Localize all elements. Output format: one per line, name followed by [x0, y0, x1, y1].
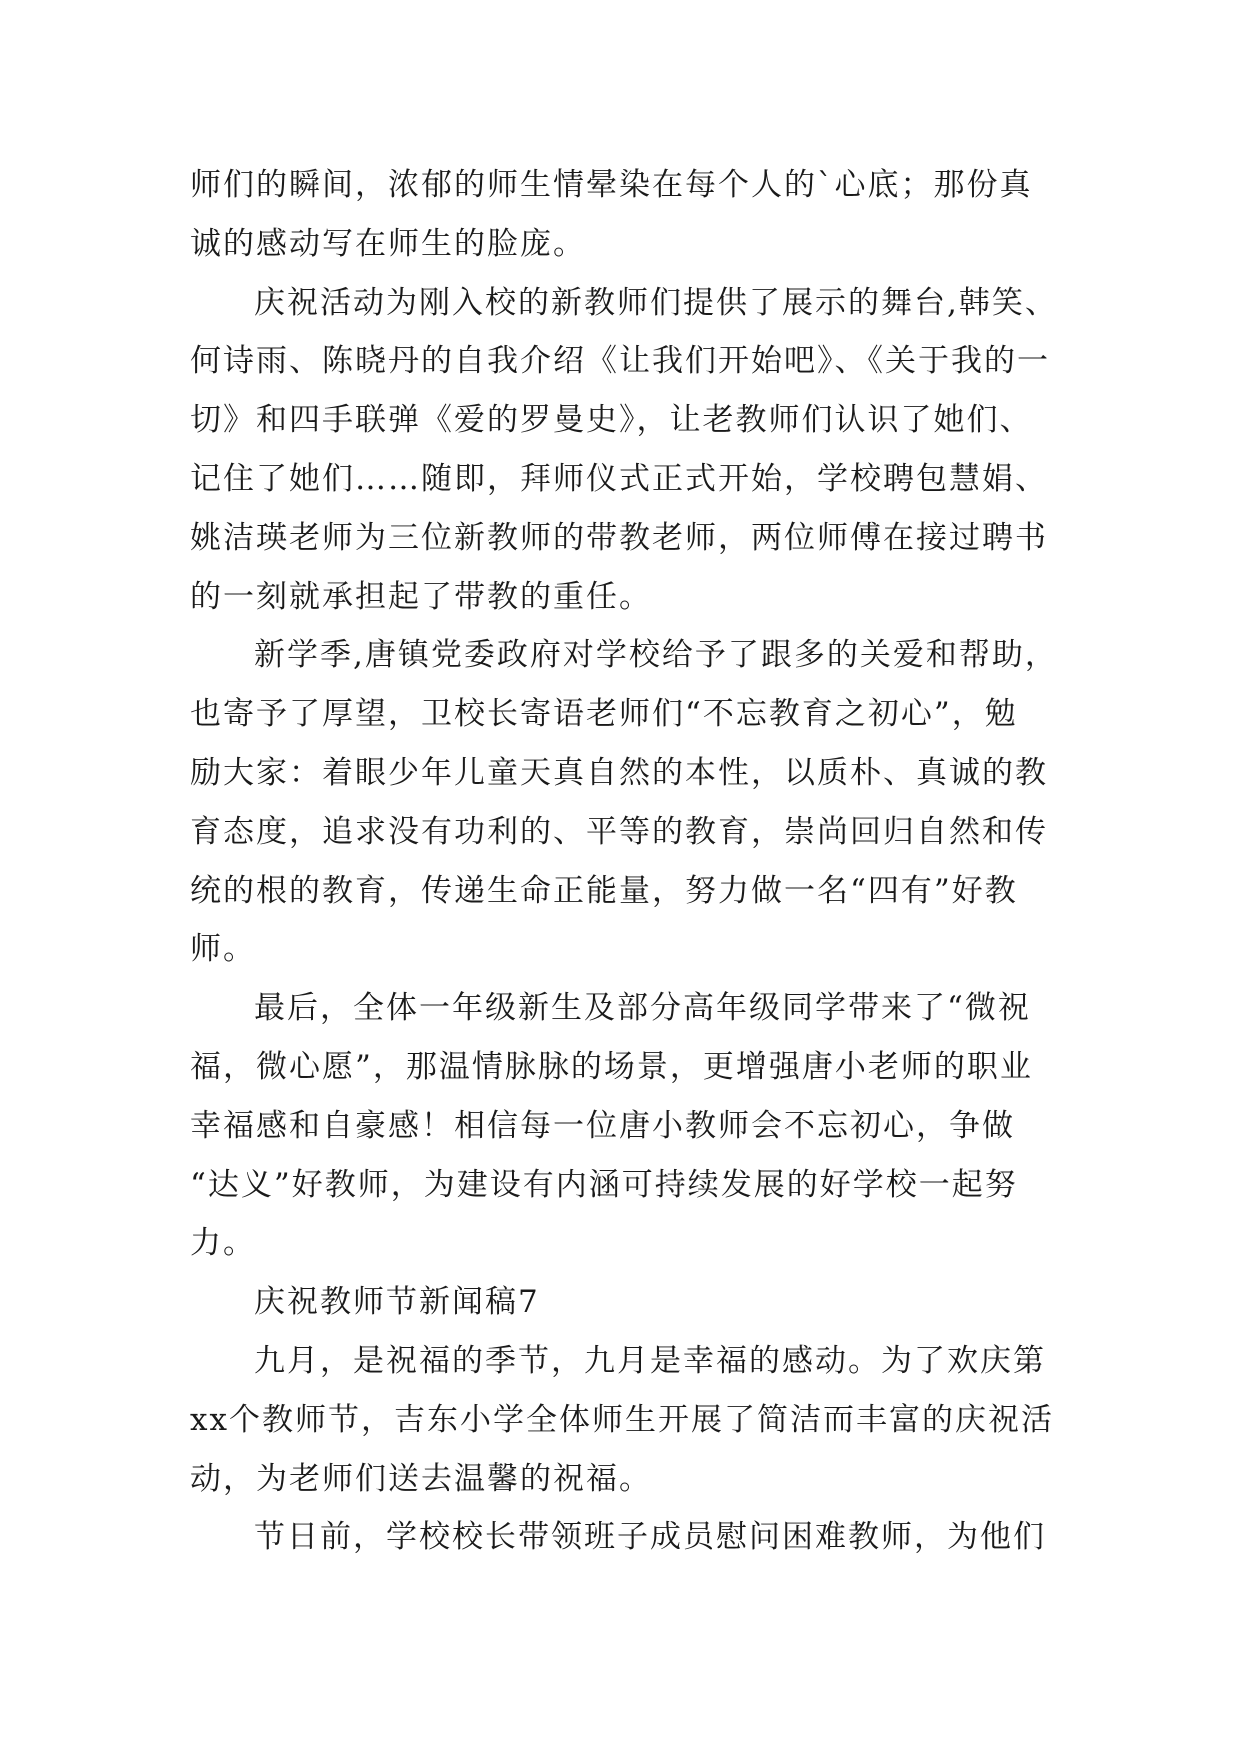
text-line: 节日前，学校校长带领班子成员慰问困难教师，为他们 — [254, 1519, 1046, 1556]
text-line: 统的根的教育，传递生命正能量，努力做一名“四有”好教 — [190, 872, 1018, 909]
text-line: 的一刻就承担起了带教的重任。 — [190, 578, 652, 615]
text-line: 九月，是祝福的季节，九月是幸福的感动。为了欢庆第 — [254, 1342, 1046, 1379]
text-line: 幸福感和自豪感！相信每一位唐小教师会不忘初心，争做 — [190, 1107, 1015, 1144]
text-line: 切》和四手联弹《爱的罗曼史》，让老教师们认识了她们、 — [190, 402, 1033, 439]
text-line: 师。 — [190, 931, 256, 968]
text-line: 诚的感动写在师生的脸庞。 — [190, 225, 586, 262]
text-line: 福，微心愿”，那温情脉脉的场景，更增强唐小老师的职业 — [190, 1048, 1033, 1085]
text-line: 新学季,唐镇党委政府对学校给予了跟多的关爱和帮助， — [254, 637, 1058, 674]
document-body — [190, 156, 1070, 1567]
text-line: 记住了她们……随即，拜师仪式正式开始，学校聘包慧娟、 — [190, 460, 1048, 497]
text-line: 励大家：着眼少年儿童天真自然的本性，以质朴、真诚的教 — [190, 754, 1048, 791]
text-line: 庆祝活动为刚入校的新教师们提供了展示的舞台,韩笑、 — [254, 284, 1058, 321]
text-line: “达义”好教师，为建设有内涵可持续发展的好学校一起努 — [190, 1166, 1018, 1203]
text-line: xx个教师节，吉东小学全体师生开展了简洁而丰富的庆祝活 — [190, 1401, 1054, 1438]
text-line: 力。 — [190, 1225, 256, 1262]
text-line: 庆祝教师节新闻稿7 — [254, 1284, 540, 1321]
text-line: 姚洁瑛老师为三位新教师的带教老师，两位师傅在接过聘书 — [190, 519, 1048, 556]
text-line: 最后，全体一年级新生及部分高年级同学带来了“微祝 — [254, 990, 1031, 1027]
text-line: 动，为老师们送去温馨的祝福。 — [190, 1460, 652, 1497]
text-line: 何诗雨、陈晓丹的自我介绍《让我们开始吧》、《关于我的一 — [190, 343, 1050, 380]
text-line: 师们的瞬间，浓郁的师生情晕染在每个人的`心底；那份真 — [190, 167, 1033, 203]
text-line: 育态度，追求没有功利的、平等的教育，崇尚回归自然和传 — [190, 813, 1048, 850]
text-line: 也寄予了厚望，卫校长寄语老师们“不忘教育之初心”，勉 — [190, 696, 1018, 733]
